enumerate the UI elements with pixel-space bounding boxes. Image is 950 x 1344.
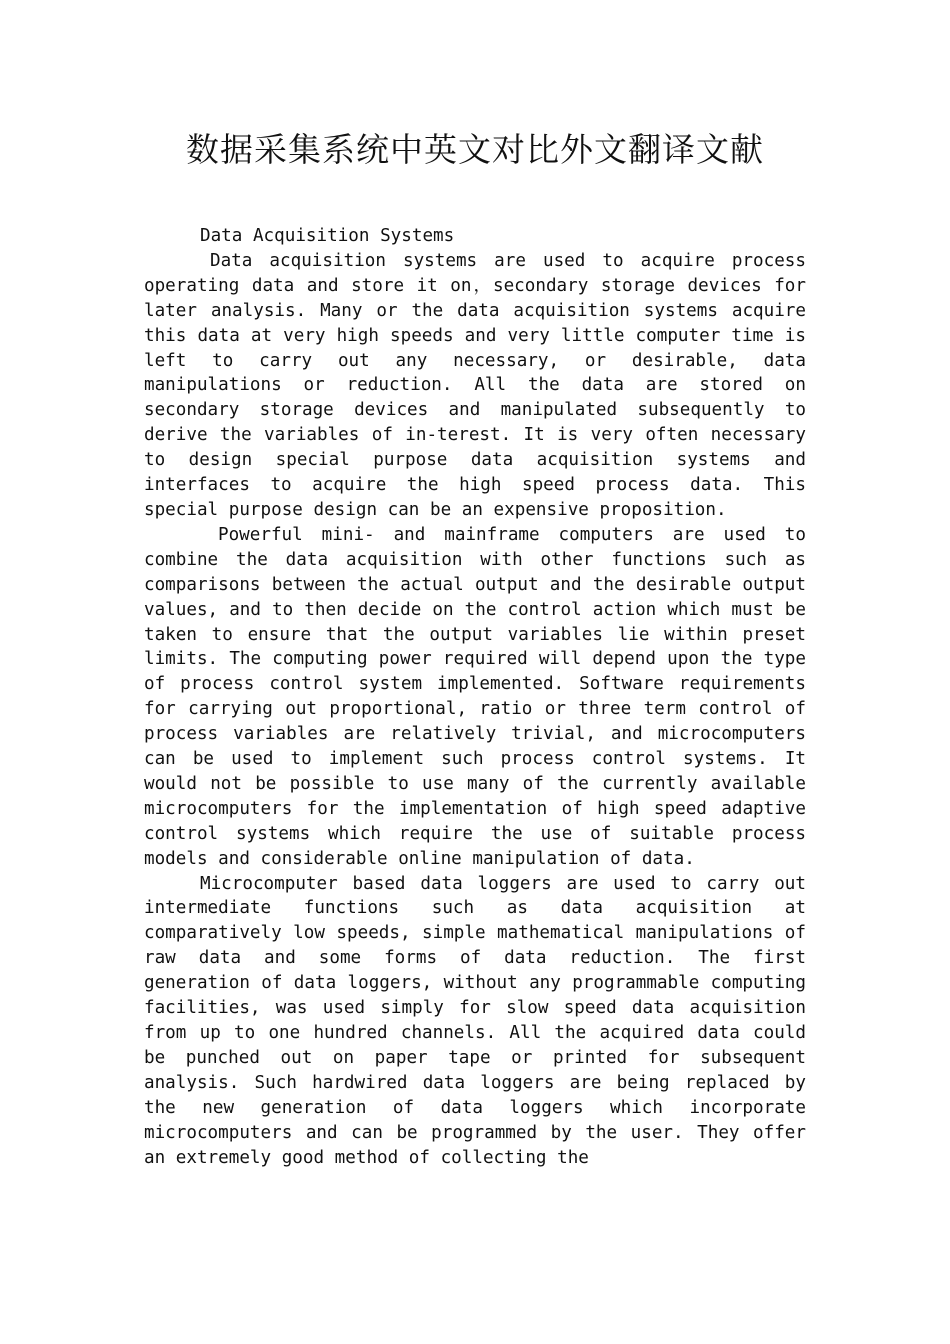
document-body bbox=[144, 224, 806, 1170]
paragraph-3: Microcomputer based data loggers are used to carry out intermediate functions such as data acquisition at comparatively low speeds, simple mathematical manipulations of raw data and some forms of data reduction. The first generation of data loggers, without any programmable computing facilities, was used simply for slow speed data acquisition from up to one hundred channels. All the acquired data could be punched out on paper tape or printed for subsequent analysis. Such hardwired data loggers are being replaced by the new generation of data loggers which incorporate microcomputers and can be programmed by the user. They offer an extremely good method of collecting the bbox=[144, 873, 806, 1168]
paragraph-2: Powerful mini- and mainframe computers are used to combine the data acquisition with other functions such as comparisons between the actual output and the desirable output values, and to then decide on the control action which must be taken to ensure that the output variables lie within preset limits. The computing power required will depend upon the type of process control system implemented. Software requirements for carrying out proportional, ratio or three term control of process variables are relatively trivial, and microcomputers can be used to implement such process control systems. It would not be possible to use many of the currently available microcomputers for the implementation of high speed adaptive control systems which require the use of suitable process models and considerable online manipulation of data. bbox=[144, 524, 806, 869]
paragraph-1: Data acquisition systems are used to acquire process operating data and store it on，secondary storage devices for later analysis. Many or the data acquisition systems acquire this data at very high speeds and very little computer time is left to carry out any necessary, or desirable, data manipulations or reduction. All the data are stored on secondary storage devices and manipulated subsequently to derive the variables of in-terest. It is very often necessary to design special purpose data acquisition systems and interfaces to acquire the high speed process data. This special purpose design can be an expensive proposition. bbox=[144, 250, 806, 520]
section-heading: Data Acquisition Systems bbox=[200, 226, 455, 246]
document-title: 数据采集系统中英文对比外文翻译文献 bbox=[186, 130, 764, 169]
